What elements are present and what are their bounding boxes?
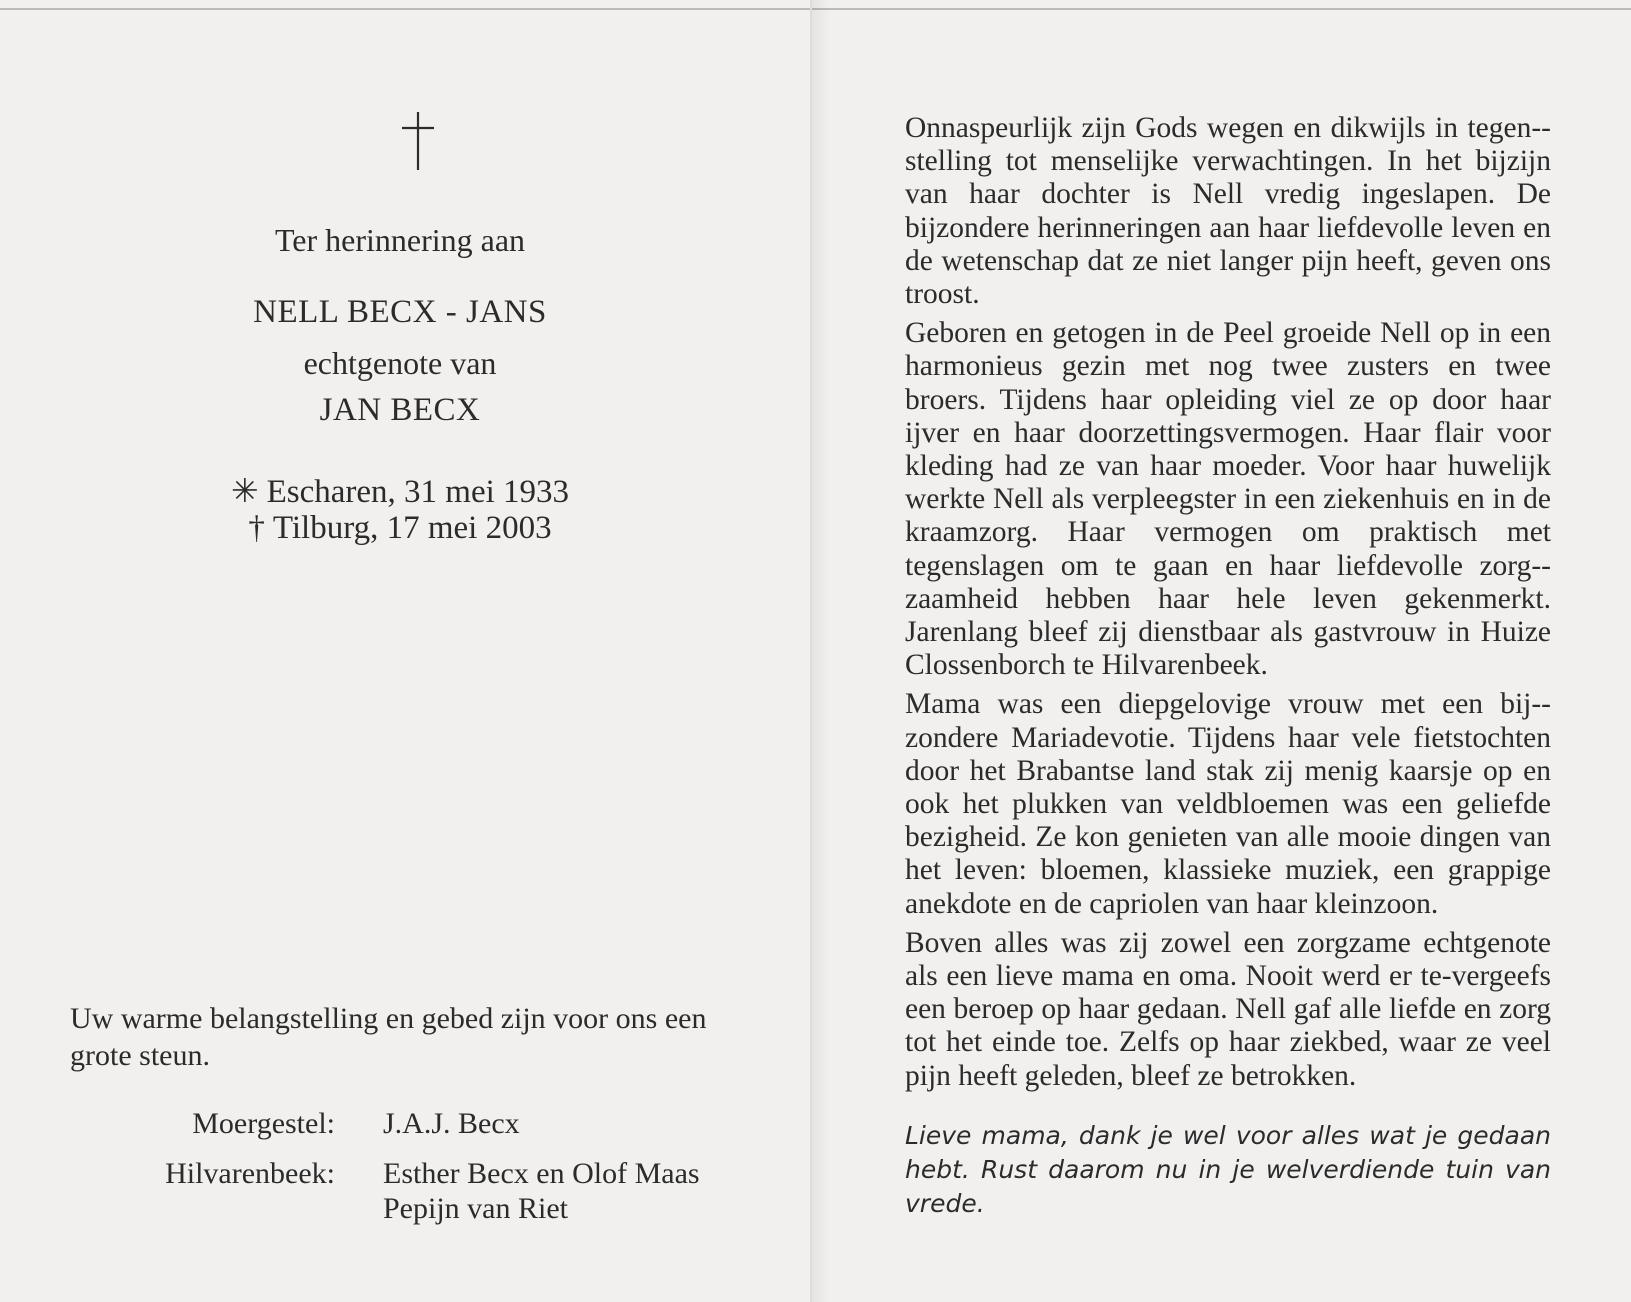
memorial-paragraph: Onnaspeurlijk zijn Gods wegen en dikwijls in tegen-stelling tot menselijke verwachtingen. In het bijzijn van haar dochter is Nell vredig ingeslapen. De bijzondere herinneringen aan haar liefdevolle leven en de wetenschap dat ze niet langer pijn heeft, geven ons troost. bbox=[905, 112, 1551, 311]
signature-names: J.A.J. Becx bbox=[383, 1107, 520, 1140]
signature-place: Moergestel: bbox=[192, 1107, 335, 1140]
birth-star-icon: ✳ bbox=[230, 474, 259, 510]
intro-text: Ter herinnering aan bbox=[274, 222, 526, 258]
signature-place: Hilvarenbeek: bbox=[165, 1157, 335, 1190]
left-panel bbox=[0, 0, 810, 1302]
death-dagger-icon: † bbox=[248, 510, 265, 546]
right-panel bbox=[905, 112, 1551, 1227]
death-line bbox=[100, 510, 700, 546]
birth-text: Escharen, 31 mei 1933 bbox=[266, 474, 570, 510]
thanks-text: Uw warme belangstelling en gebed zijn voor ons een grote steun. bbox=[70, 1002, 707, 1072]
deceased-name: NELL BECX - JANS bbox=[253, 294, 547, 330]
card-fold-shadow bbox=[812, 0, 830, 1302]
closing-verse: Lieve mama, dank je wel voor alles wat je gedaan hebt. Rust daarom nu in je welverdiende tuin van vrede. bbox=[905, 1120, 1551, 1218]
memorial-paragraph: Boven alles was zij zowel een zorgzame echtgenote als een lieve mama en oma. Nooit werd er te-vergeefs een beroep op haar gedaan. Nell gaf alle liefde en zorg tot het einde toe. Zelfs op haar ziekbed, waar ze veel pijn heeft geleden, bleef ze betrokken. bbox=[905, 926, 1551, 1092]
cross-icon bbox=[398, 112, 438, 172]
death-text: Tilburg, 17 mei 2003 bbox=[272, 510, 552, 546]
spouse-label: echtgenote van bbox=[303, 345, 497, 381]
signature-names: Pepijn van Riet bbox=[383, 1192, 568, 1225]
memorial-paragraph: Mama was een diepgelovige vrouw met een bij-zondere Mariadevotie. Tijdens haar vele fietstochten door het Brabantse land stak zij menig kaarsje op en ook het plukken van veldbloemen was een geliefde bezigheid. Ze kon genieten van alle mooie dingen van het leven: bloemen, klassieke muziek, een grappige anekdote en de capriolen van haar kleinzoon. bbox=[905, 688, 1551, 920]
memorial-paragraph: Geboren en getogen in de Peel groeide Nell op in een harmonieus gezin met nog twee zusters en twee broers. Tijdens haar opleiding viel ze op door haar ijver en haar doorzettingsvermogen. Haar flair voor kleding had ze van haar moeder. Voor haar huwelijk werkte Nell als verpleegster in een ziekenhuis en in de kraamzorg. Haar vermogen om praktisch met tegenslagen om te gaan en haar liefdevolle zorg-zaamheid hebben haar hele leven gekenmerkt. Jarenlang bleef zij dienstbaar als gastvrouw in Huize Clossenborch te Hilvarenbeek. bbox=[905, 317, 1551, 682]
birth-line bbox=[100, 474, 700, 510]
signature-names: Esther Becx en Olof Maas bbox=[383, 1157, 700, 1190]
spouse-name: JAN BECX bbox=[319, 392, 481, 428]
